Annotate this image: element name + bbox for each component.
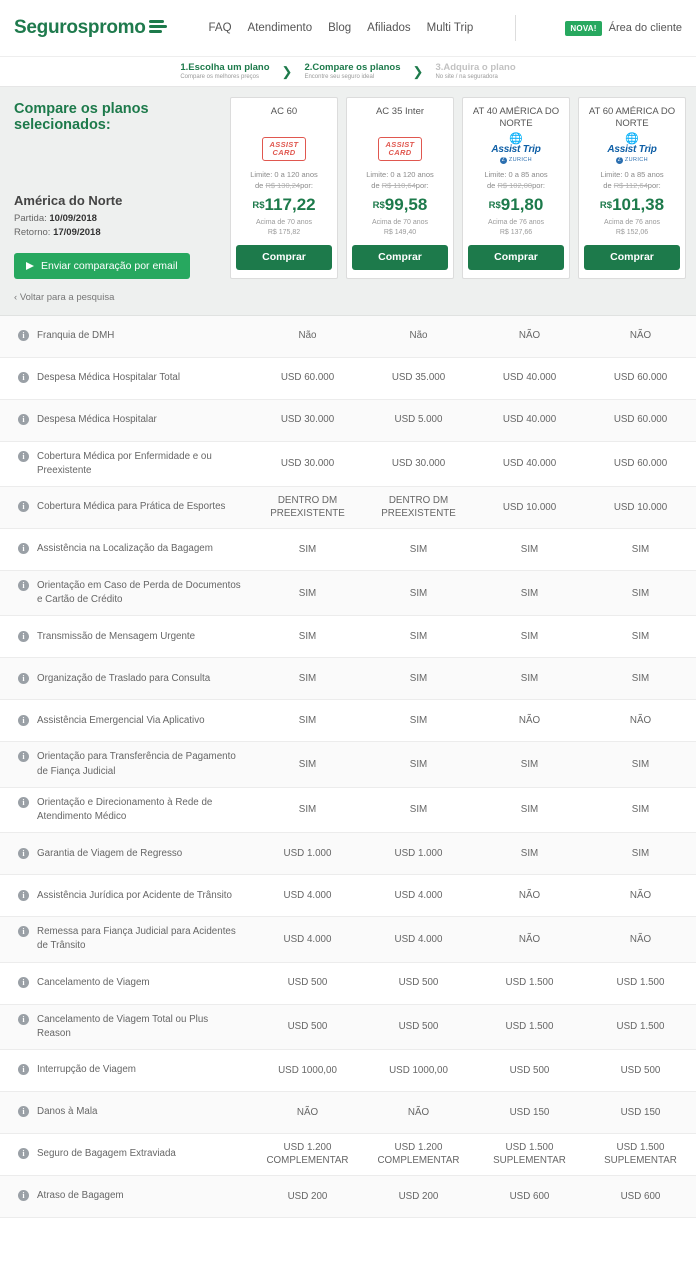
limit-suffix: por: — [300, 180, 313, 190]
plan-age-limit: Limite: 0 a 85 anos — [600, 170, 664, 179]
plan-price — [468, 195, 564, 215]
coverage-value-cell: SIM — [409, 673, 428, 685]
plan-card[interactable] — [578, 97, 686, 279]
departure-label: Partida: — [14, 213, 47, 224]
plan-senior-price: R$ 152,06 — [615, 229, 649, 237]
coverage-label-cell — [0, 1181, 252, 1211]
plan-card[interactable] — [230, 97, 338, 279]
plan-senior-note — [352, 218, 448, 239]
send-icon — [26, 262, 34, 270]
limit-prefix: de — [371, 180, 380, 190]
zurich-mark-icon: Z — [617, 156, 622, 163]
chevron-right-icon-1: ❯ — [281, 64, 293, 79]
table-row — [0, 1092, 696, 1134]
plan-age-limit: Limite: 0 a 120 anos — [250, 170, 318, 179]
table-row — [0, 1005, 696, 1050]
step-2-subtitle: Encontre seu seguro ideal — [304, 73, 375, 80]
info-icon[interactable]: i — [18, 715, 29, 726]
coverage-value-cell: USD 35.000 — [391, 372, 446, 384]
info-icon[interactable]: i — [18, 330, 29, 341]
coverage-label: Organização de Traslado para Consulta — [37, 672, 211, 684]
coverage-value-cell: NÃO — [629, 933, 652, 945]
coverage-label-cell — [0, 622, 252, 652]
info-icon[interactable]: i — [18, 372, 29, 383]
coverage-value-cell: USD 1000,00 — [389, 1064, 448, 1076]
coverage-label-cell — [0, 405, 252, 435]
info-icon[interactable]: i — [18, 631, 29, 642]
plan-limit — [352, 170, 448, 192]
coverage-value-cell: USD 200 — [398, 1190, 439, 1202]
progress-steps — [0, 57, 696, 87]
coverage-label-cell — [0, 1055, 252, 1085]
coverage-value-cell: SIM — [520, 804, 539, 816]
step-2-title: 2.Compare os planos — [304, 61, 401, 73]
return-label: Retorno: — [14, 227, 51, 239]
plan-card[interactable] — [346, 97, 454, 279]
limit-prefix: de — [487, 180, 496, 190]
coverage-label: Seguro de Bagagem Extraviada — [37, 1148, 176, 1160]
coverage-value-cell: SIM — [631, 758, 650, 770]
coverage-value-cell: USD 1000,00 — [278, 1064, 337, 1076]
coverage-value-cell: USD 500 — [509, 1064, 550, 1076]
plan-currency: R$ — [372, 199, 385, 211]
plan-age-limit: Limite: 0 a 120 anos — [366, 170, 434, 179]
coverage-label: Assistência Jurídica por Acidente de Trânsito — [37, 889, 232, 901]
table-row — [0, 833, 696, 875]
coverage-label-cell — [0, 492, 252, 522]
coverage-value-cell: SIM — [520, 848, 539, 860]
plan-senior-note — [468, 218, 564, 239]
table-row — [0, 487, 696, 529]
coverage-value-cell: SIM — [520, 758, 539, 770]
info-icon[interactable]: i — [18, 751, 29, 762]
table-row — [0, 1134, 696, 1176]
info-icon[interactable]: i — [18, 890, 29, 901]
coverage-value-cell: USD 1.500 SUPLEMENTAR — [493, 1142, 566, 1167]
coverage-value-cell: USD 1.500 — [505, 977, 554, 989]
coverage-value-cell: USD 4.000 — [394, 890, 443, 902]
step-1-subtitle: Compare os melhores preços — [180, 73, 260, 80]
coverage-value-cell: USD 10.000 — [502, 501, 557, 513]
limit-prefix: de — [603, 180, 612, 190]
info-icon[interactable]: i — [18, 543, 29, 554]
coverage-value-cell: USD 4.000 — [283, 890, 332, 902]
coverage-label-cell — [0, 1139, 252, 1169]
coverage-label: Assistência na Localização da Bagagem — [37, 543, 213, 555]
buy-button[interactable]: Comprar — [236, 245, 332, 270]
back-to-search-label: Voltar para a pesquisa — [19, 291, 115, 303]
coverage-label: Transmissão de Mensagem Urgente — [37, 630, 196, 642]
info-icon[interactable]: i — [18, 1106, 29, 1117]
coverage-value-cell: SIM — [409, 543, 428, 555]
coverage-value-cell: SIM — [409, 715, 428, 727]
plan-price-value: 99,58 — [384, 194, 428, 214]
table-row — [0, 963, 696, 1005]
back-to-search-link[interactable]: ‹ Voltar para a pesquisa — [14, 291, 115, 303]
coverage-label: Cobertura Médica por Enfermidade e ou Preexistente — [37, 450, 212, 476]
coverage-value-cell: SIM — [631, 804, 650, 816]
coverage-label-cell — [0, 968, 252, 998]
coverage-value-cell: SIM — [631, 631, 650, 643]
info-icon[interactable]: i — [18, 1148, 29, 1159]
table-row — [0, 529, 696, 571]
coverage-value-cell: SIM — [409, 804, 428, 816]
coverage-value-cell: USD 1.500 — [616, 977, 665, 989]
logo-text-seguros: Seguros — [14, 17, 88, 38]
nav-item-faq[interactable]: FAQ — [208, 22, 232, 34]
coverage-label: Garantia de Viagem de Regresso — [37, 847, 183, 859]
coverage-value-cell: USD 40.000 — [502, 458, 557, 470]
coverage-label: Remessa para Fiança Judicial para Acidentes de Trânsito — [37, 926, 236, 952]
info-icon[interactable]: i — [18, 501, 29, 512]
plan-senior-age: Acima de 76 anos — [603, 218, 661, 226]
site-header — [0, 0, 696, 57]
coverage-value-cell: SIM — [631, 587, 650, 599]
coverage-value-cell: USD 5.000 — [394, 414, 443, 426]
coverage-value-cell: SIM — [631, 543, 650, 555]
brand-line-1: ASSIST — [269, 140, 299, 150]
plan-old-price: R$ 110,64 — [381, 180, 416, 190]
info-icon[interactable]: i — [18, 414, 29, 425]
plan-senior-price: R$ 149,40 — [383, 229, 417, 237]
coverage-value-cell: NÃO — [629, 890, 652, 902]
coverage-value-cell: DENTRO DM PREEXISTENTE — [270, 495, 345, 520]
coverage-label-cell — [0, 534, 252, 564]
plan-price — [236, 195, 332, 215]
nav-item-afiliados[interactable]: Afiliados — [367, 22, 411, 34]
coverage-value-cell: SIM — [520, 587, 539, 599]
step-2[interactable] — [304, 63, 400, 80]
table-row — [0, 571, 696, 616]
coverage-value-cell: SIM — [298, 715, 317, 727]
coverage-value-cell: NÃO — [629, 330, 652, 342]
plan-limit — [584, 170, 680, 192]
globe-icon: 🌐 — [509, 132, 523, 145]
step-3 — [435, 63, 515, 80]
coverage-value-cell: USD 150 — [509, 1106, 550, 1118]
plan-limit — [236, 170, 332, 192]
coverage-label: Danos à Mala — [37, 1106, 98, 1118]
logo-text-promo: promo — [87, 17, 146, 38]
client-area-link[interactable]: Área do cliente — [608, 22, 682, 34]
info-icon[interactable]: i — [18, 848, 29, 859]
table-row — [0, 442, 696, 487]
coverage-value-cell: USD 30.000 — [280, 414, 335, 426]
info-icon[interactable]: i — [18, 926, 29, 937]
globe-icon: 🌐 — [625, 132, 639, 145]
plan-old-price: R$ 130,24 — [265, 180, 301, 190]
send-comparison-email-label: Enviar comparação por email — [41, 259, 178, 272]
plan-senior-price: R$ 137,66 — [499, 229, 533, 237]
step-3-title: 3.Adquira o plano — [435, 61, 516, 73]
coverage-label-cell — [0, 363, 252, 393]
plan-cards — [230, 97, 686, 279]
plan-senior-note — [584, 218, 680, 239]
coverage-value-cell: USD 500 — [287, 977, 328, 989]
coverage-value-cell: SIM — [631, 848, 650, 860]
coverage-value-cell: NÃO — [518, 715, 541, 727]
coverage-value-cell: USD 1.200 COMPLEMENTAR — [266, 1142, 349, 1167]
coverage-value-cell: USD 60.000 — [613, 458, 668, 470]
coverage-label: Orientação em Caso de Perda de Documentos e Cartão de Crédito — [37, 579, 241, 606]
nav-divider — [515, 15, 516, 41]
send-comparison-email-button[interactable] — [14, 253, 190, 279]
brand-logo — [352, 132, 448, 166]
coverage-label-cell — [0, 321, 252, 351]
nav-item-multi-trip[interactable]: Multi Trip — [426, 22, 474, 34]
coverage-label-cell — [0, 742, 252, 786]
coverage-value-cell: SIM — [520, 673, 539, 685]
coverage-value-cell: USD 1.500 — [505, 1021, 554, 1033]
plan-price-value: 101,38 — [612, 194, 665, 214]
zurich-label: ZURICH — [624, 156, 649, 163]
coverage-value-cell: Não — [409, 330, 428, 342]
plan-limit — [468, 170, 564, 192]
plan-senior-note — [236, 218, 332, 239]
compare-panel — [0, 87, 696, 316]
coverage-value-cell: USD 500 — [620, 1064, 661, 1076]
zurich-label: ZURICH — [508, 156, 533, 163]
coverage-value-cell: SIM — [298, 587, 317, 599]
plan-senior-age: Acima de 70 anos — [371, 218, 429, 226]
coverage-label: Orientação e Direcionamento à Rede de Atendimento Médico — [37, 796, 213, 822]
coverage-value-cell: SIM — [298, 804, 317, 816]
trip-dates — [14, 212, 224, 241]
coverage-value-cell: USD 1.200 COMPLEMENTAR — [377, 1142, 460, 1167]
coverage-value-cell: USD 30.000 — [280, 458, 335, 470]
table-row — [0, 875, 696, 917]
plan-name: AC 60 — [270, 106, 298, 117]
coverage-label: Despesa Médica Hospitalar — [37, 413, 157, 425]
coverage-value-cell: USD 10.000 — [613, 501, 668, 513]
table-row — [0, 616, 696, 658]
buy-button[interactable]: Comprar — [468, 245, 564, 270]
compare-summary — [10, 97, 230, 303]
plan-card[interactable] — [462, 97, 570, 279]
coverage-value-cell: USD 60.000 — [280, 372, 335, 384]
plan-price-value: 91,80 — [500, 194, 544, 214]
coverage-value-cell: SIM — [298, 673, 317, 685]
coverage-value-cell: NÃO — [296, 1106, 319, 1118]
limit-suffix: por: — [415, 180, 429, 190]
status-badge-nova: NOVA! — [565, 21, 601, 36]
zurich-mark-icon: Z — [501, 156, 506, 163]
coverage-value-cell: USD 500 — [398, 1021, 439, 1033]
plan-old-price: R$ 102,00 — [497, 180, 533, 190]
limit-suffix: por: — [532, 180, 545, 190]
coverage-value-cell: NÃO — [518, 330, 541, 342]
limit-prefix: de — [255, 180, 264, 190]
plan-senior-age: Acima de 76 anos — [487, 218, 545, 226]
plan-currency: R$ — [488, 199, 501, 211]
chevron-right-icon-2: ❯ — [412, 64, 424, 79]
step-1[interactable] — [180, 63, 269, 80]
assist-trip-logo-icon — [491, 134, 540, 165]
coverage-label: Despesa Médica Hospitalar Total — [37, 371, 181, 383]
plan-price — [352, 195, 448, 215]
site-logo[interactable] — [14, 17, 167, 39]
coverage-value-cell: USD 30.000 — [391, 458, 446, 470]
info-icon[interactable]: i — [18, 1014, 29, 1025]
coverage-label-cell — [0, 664, 252, 694]
coverage-value-cell: USD 200 — [287, 1190, 328, 1202]
coverage-value-cell: SIM — [298, 543, 317, 555]
brand-line-1: Assist — [607, 143, 637, 155]
zurich-brand — [607, 157, 656, 165]
coverage-value-cell: USD 500 — [398, 977, 439, 989]
brand-line-2: Trip — [638, 143, 657, 155]
brand-logo — [584, 132, 680, 166]
coverage-value-cell: USD 40.000 — [502, 414, 557, 426]
info-icon[interactable]: i — [18, 673, 29, 684]
coverage-label: Orientação para Transferência de Pagamento de Fiança Judicial — [37, 751, 236, 777]
table-row — [0, 316, 696, 358]
coverage-value-cell: USD 1.000 — [283, 848, 332, 860]
coverage-label-cell — [0, 839, 252, 869]
coverage-value-cell: SIM — [520, 543, 539, 555]
buy-button[interactable]: Comprar — [584, 245, 680, 270]
limit-suffix: por: — [647, 180, 661, 190]
nav-item-atendimento[interactable]: Atendimento — [247, 22, 313, 34]
coverage-value-cell: USD 600 — [509, 1190, 550, 1202]
coverage-value-cell: NÃO — [518, 890, 541, 902]
logo-stripes-icon — [149, 20, 167, 36]
brand-line-2: Trip — [522, 143, 541, 155]
coverage-value-cell: NÃO — [629, 715, 652, 727]
buy-button[interactable]: Comprar — [352, 245, 448, 270]
coverage-label-cell — [0, 1005, 252, 1049]
plan-price-value: 117,22 — [264, 194, 316, 214]
plan-senior-age: Acima de 70 anos — [255, 218, 313, 226]
table-row — [0, 1050, 696, 1092]
info-icon[interactable]: i — [18, 797, 29, 808]
info-icon[interactable]: i — [18, 451, 29, 462]
step-1-title: 1.Escolha um plano — [180, 61, 270, 73]
plan-name: AT 40 AMÉRICA DO NORTE — [472, 106, 560, 129]
coverage-value-cell: SIM — [409, 758, 428, 770]
coverage-label: Cancelamento de Viagem Total ou Plus Reason — [37, 1013, 209, 1039]
zurich-brand — [491, 157, 540, 165]
coverage-value-cell: SIM — [520, 631, 539, 643]
assist-trip-logo-icon — [607, 134, 656, 165]
coverage-value-cell: USD 1.500 — [616, 1021, 665, 1033]
return-date: 17/09/2018 — [53, 227, 101, 239]
coverage-value-cell: USD 500 — [287, 1021, 328, 1033]
coverage-value-cell: USD 1.500 SUPLEMENTAR — [604, 1142, 677, 1167]
coverage-label-cell — [0, 706, 252, 736]
header-right — [565, 21, 682, 36]
brand-line-2: CARD — [388, 148, 412, 157]
table-row — [0, 788, 696, 833]
brand-logo — [468, 132, 564, 166]
coverage-value-cell: USD 600 — [620, 1190, 661, 1202]
table-row — [0, 700, 696, 742]
coverage-value-cell: SIM — [298, 631, 317, 643]
plan-currency: R$ — [599, 199, 613, 211]
coverage-value-cell: SIM — [631, 673, 650, 685]
brand-logo — [236, 132, 332, 166]
table-row — [0, 358, 696, 400]
coverage-label-cell — [0, 442, 252, 486]
table-row — [0, 1176, 696, 1218]
coverage-label: Interrupção de Viagem — [37, 1064, 136, 1076]
page-title: Compare os planos selecionados: — [14, 101, 149, 133]
plan-name: AC 35 Inter — [375, 106, 425, 117]
coverage-value-cell: SIM — [298, 758, 317, 770]
nav-item-blog[interactable]: Blog — [328, 22, 352, 34]
main-nav — [209, 15, 517, 41]
coverage-label-cell — [0, 917, 252, 961]
coverage-value-cell: USD 60.000 — [613, 414, 668, 426]
destination-name: América do Norte — [14, 193, 123, 208]
coverage-value-cell: USD 4.000 — [394, 933, 443, 945]
coverage-label-cell — [0, 881, 252, 911]
plan-name: AT 60 AMÉRICA DO NORTE — [588, 106, 676, 129]
coverage-value-cell: USD 150 — [620, 1106, 661, 1118]
coverage-value-cell: Não — [298, 330, 317, 342]
plan-old-price: R$ 112,64 — [613, 180, 648, 190]
coverage-label: Assistência Emergencial Via Aplicativo — [37, 714, 205, 726]
assist-card-logo-icon — [378, 137, 423, 161]
coverage-label: Cobertura Médica para Prática de Esportes — [37, 501, 226, 513]
coverage-value-cell: USD 4.000 — [283, 933, 332, 945]
plan-currency: R$ — [252, 199, 265, 211]
coverage-label-cell — [0, 571, 252, 615]
coverage-value-cell: USD 1.000 — [394, 848, 443, 860]
coverage-value-cell: NÃO — [407, 1106, 430, 1118]
brand-line-2: CARD — [272, 148, 296, 157]
coverage-label: Cancelamento de Viagem — [37, 976, 150, 988]
info-icon[interactable]: i — [18, 1064, 29, 1075]
coverage-value-cell: SIM — [409, 587, 428, 599]
coverage-label: Franquia de DMH — [37, 329, 115, 341]
coverage-value-cell: SIM — [409, 631, 428, 643]
departure-date: 10/09/2018 — [49, 213, 97, 224]
info-icon[interactable]: i — [18, 580, 29, 591]
table-row — [0, 400, 696, 442]
table-row — [0, 742, 696, 787]
plan-age-limit: Limite: 0 a 85 anos — [484, 170, 548, 179]
coverage-label: Atraso de Bagagem — [37, 1190, 124, 1202]
step-3-subtitle: No site / na seguradora — [435, 73, 498, 80]
brand-line-1: Assist — [491, 143, 521, 155]
coverage-value-cell: DENTRO DM PREEXISTENTE — [381, 495, 456, 520]
coverage-label-cell — [0, 1097, 252, 1127]
coverage-value-cell: USD 60.000 — [613, 372, 668, 384]
coverage-value-cell: USD 40.000 — [502, 372, 557, 384]
info-icon[interactable]: i — [18, 1190, 29, 1201]
coverage-label-cell — [0, 788, 252, 832]
info-icon[interactable]: i — [18, 977, 29, 988]
plan-price — [584, 195, 680, 215]
table-row — [0, 917, 696, 962]
plan-senior-price: R$ 175,82 — [267, 229, 301, 237]
table-row — [0, 658, 696, 700]
coverage-comparison-table — [0, 316, 696, 1218]
assist-card-logo-icon — [262, 137, 307, 161]
brand-line-1: ASSIST — [385, 140, 415, 150]
coverage-value-cell: NÃO — [518, 933, 541, 945]
